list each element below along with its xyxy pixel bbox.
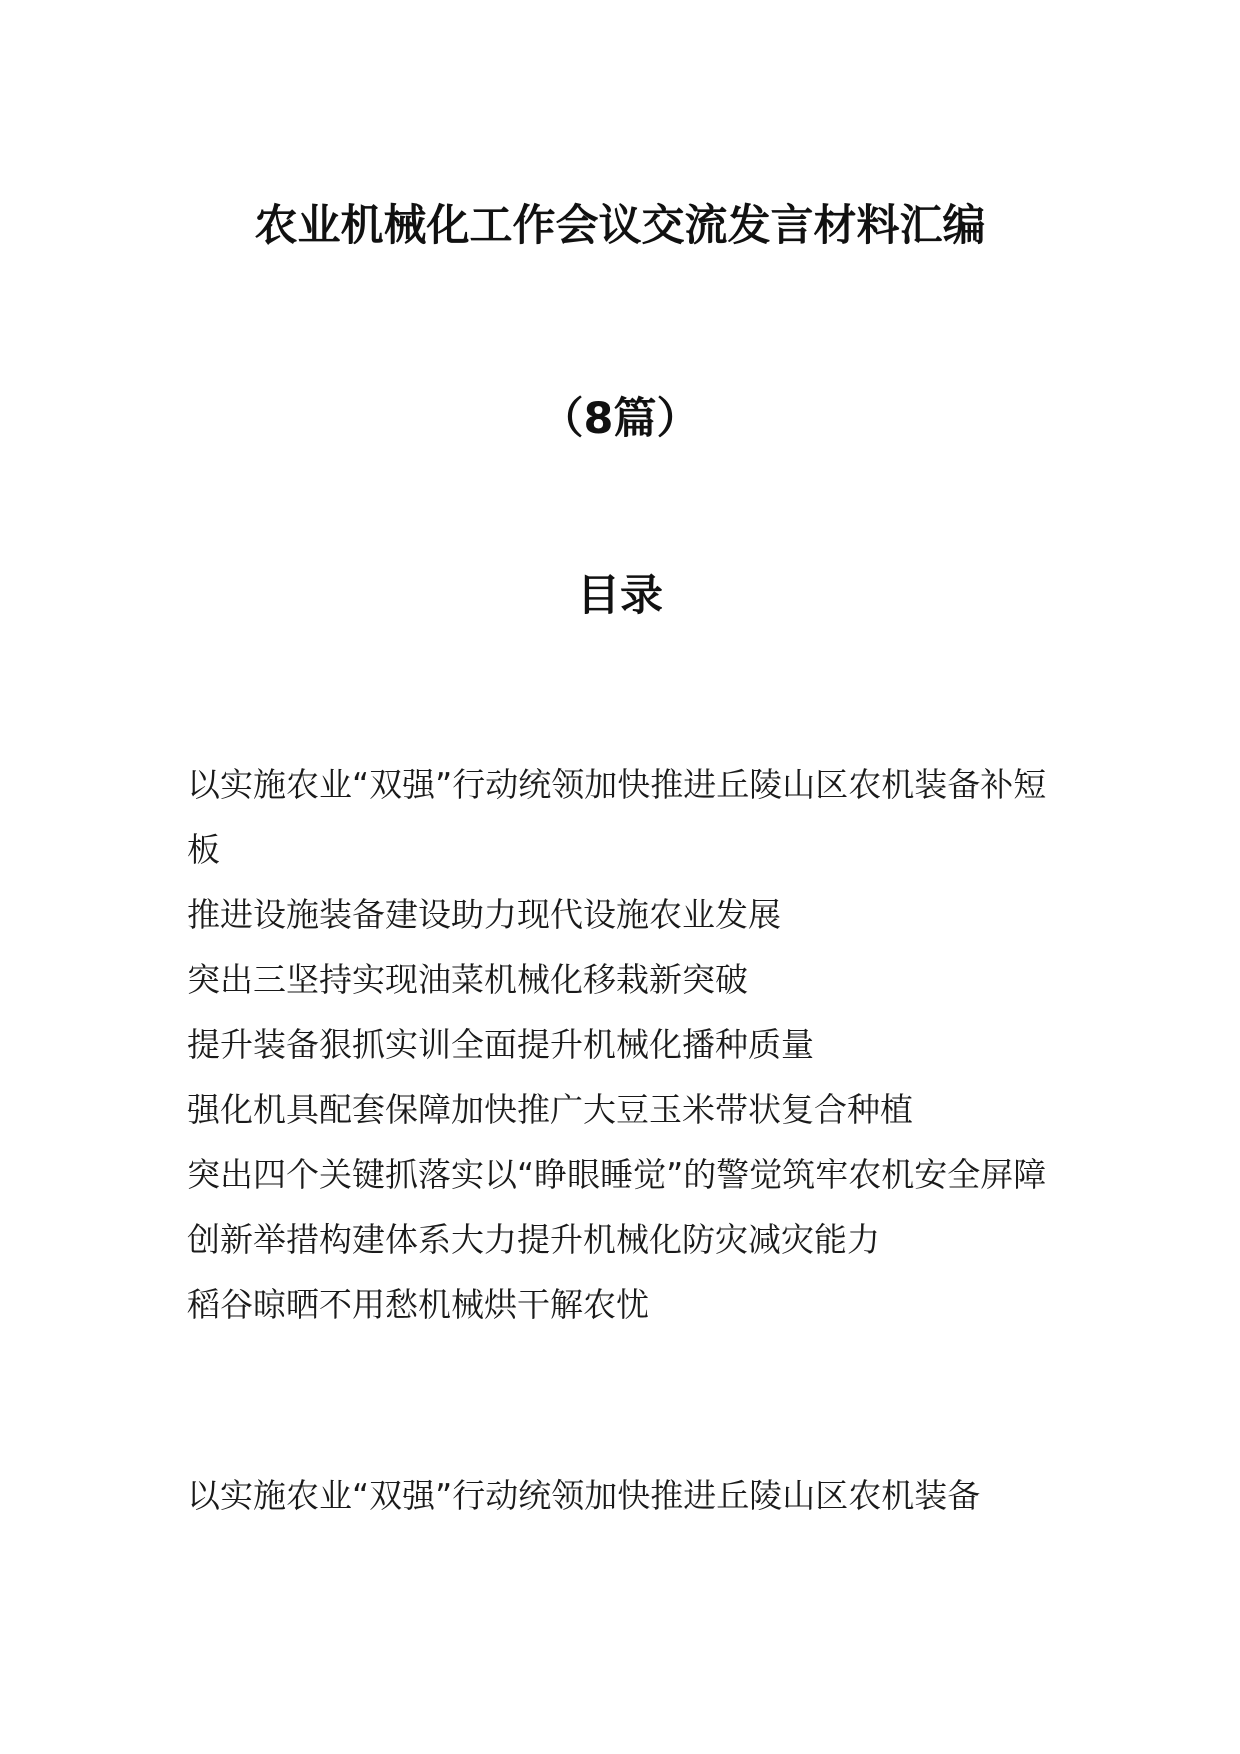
toc-heading: 目录 (577, 571, 663, 621)
section-heading: 以实施农业“双强”行动统领加快推进丘陵山区农机装备 (187, 1476, 981, 1515)
toc-item: 稻谷晾晒不用愁机械烘干解农忧 (187, 1285, 649, 1324)
toc-item: 推进设施装备建设助力现代设施农业发展 (187, 895, 781, 934)
toc-item: 创新举措构建体系大力提升机械化防灾减灾能力 (187, 1220, 880, 1259)
toc-item: 强化机具配套保障加快推广大豆玉米带状复合种植 (187, 1090, 913, 1129)
toc-item: 突出三坚持实现油菜机械化移栽新突破 (187, 960, 748, 999)
table-of-contents (187, 752, 1057, 1337)
document-title: 农业机械化工作会议交流发言材料汇编 (254, 201, 986, 251)
toc-item: 提升装备狠抓实训全面提升机械化播种质量 (187, 1025, 814, 1064)
toc-item: 突出四个关键抓落实以“睁眼睡觉”的警觉筑牢农机安全屏障 (187, 1155, 1047, 1194)
document-subtitle: （8篇） (540, 394, 700, 444)
toc-item: 以实施农业“双强”行动统领加快推进丘陵山区农机装备补短板 (187, 765, 1047, 869)
